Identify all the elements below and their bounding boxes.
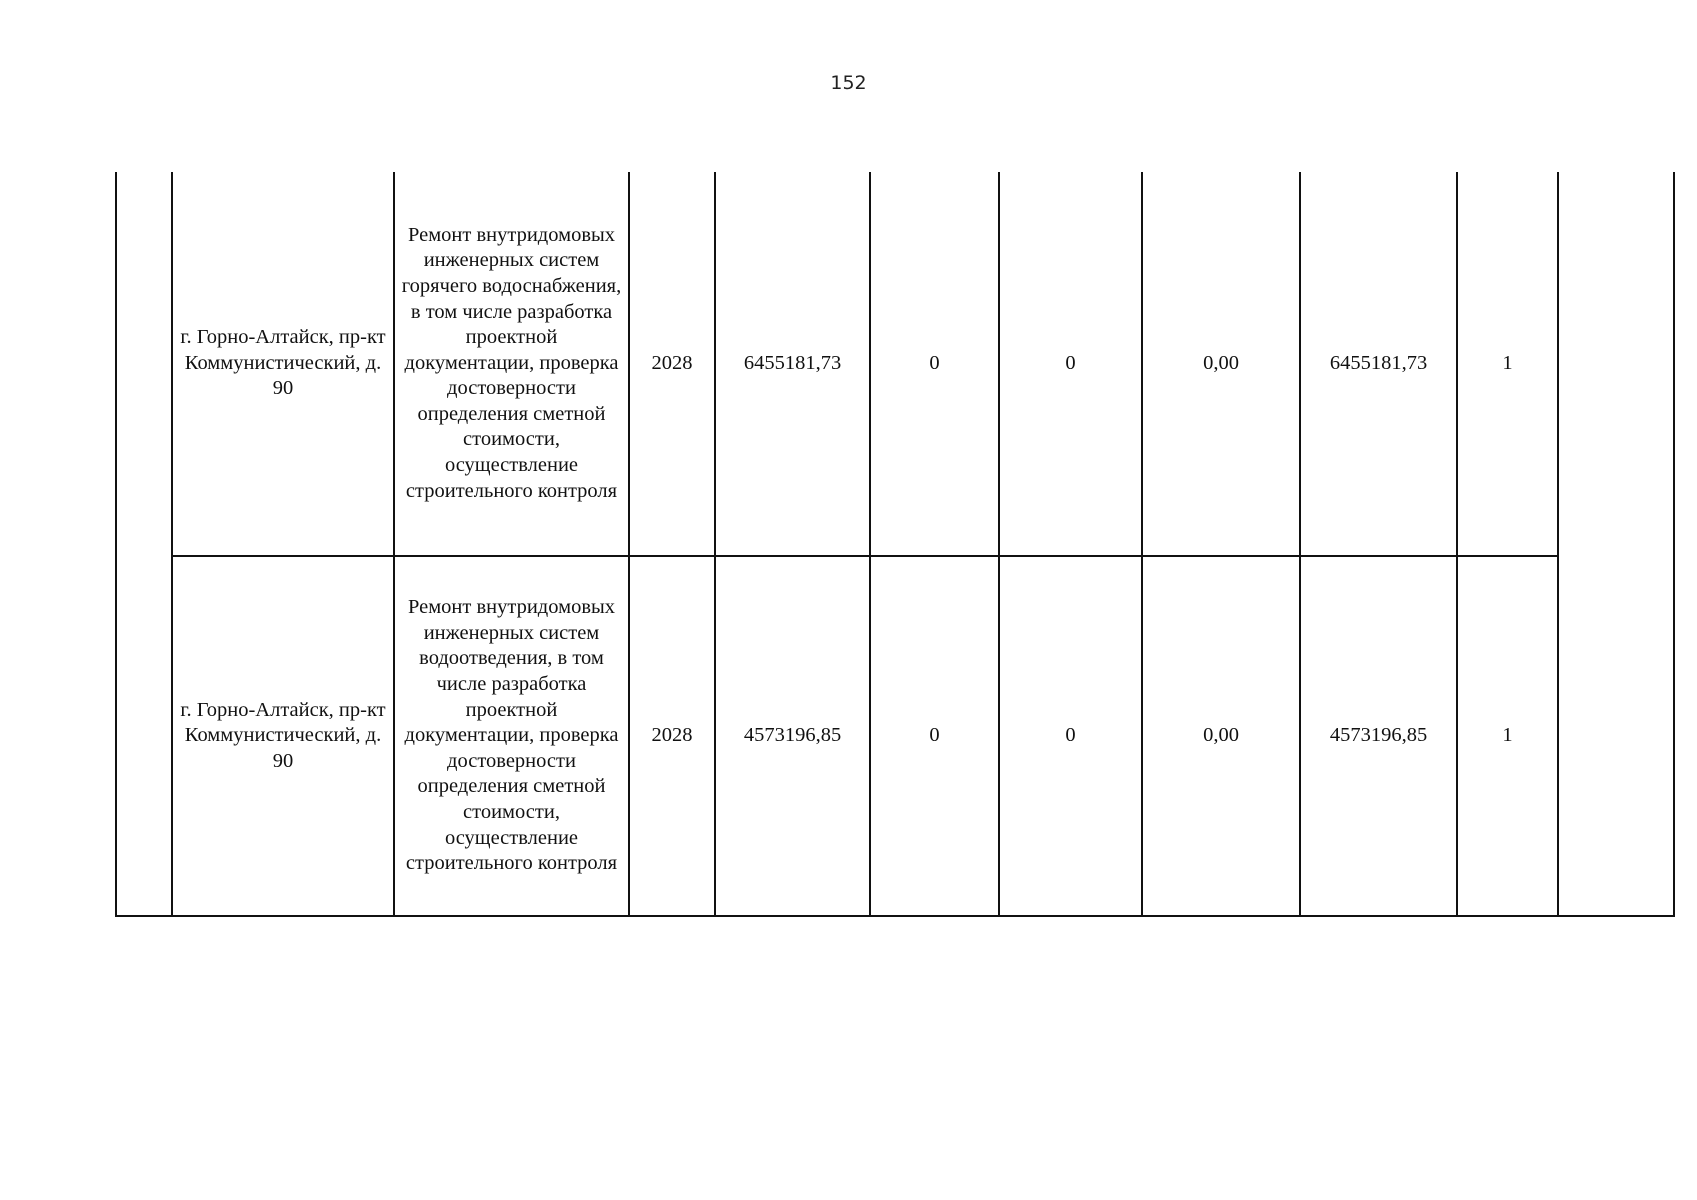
address-cell: г. Горно-Алтайск, пр-кт Коммунистический, д. 90 — [172, 172, 394, 556]
address-cell: г. Горно-Алтайск, пр-кт Коммунистический, д. 90 — [172, 556, 394, 916]
total-cost-cell: 4573196,85 — [715, 556, 870, 916]
page-number: 152 — [830, 72, 867, 94]
fund-3-cell: 0,00 — [1142, 172, 1300, 556]
work-description-cell: Ремонт внутридомовых инженерных систем водоотведения, в том числе разработка проектной документации, проверка достоверности определения сметной стоимости, осуществление строительного контроля — [394, 556, 629, 916]
row-number-cell — [116, 172, 172, 916]
owners-funds-cell: 4573196,85 — [1300, 556, 1457, 916]
year-cell: 2028 — [629, 172, 715, 556]
works-table — [115, 172, 1675, 917]
year-cell: 2028 — [629, 556, 715, 916]
fund-2-cell: 0 — [999, 556, 1142, 916]
count-cell: 1 — [1457, 172, 1558, 556]
total-cost-cell: 6455181,73 — [715, 172, 870, 556]
fund-3-cell: 0,00 — [1142, 556, 1300, 916]
table-row — [116, 556, 1674, 916]
trailing-merged-cell — [1558, 172, 1674, 916]
fund-1-cell: 0 — [870, 556, 999, 916]
works-table-container — [115, 172, 1675, 917]
table-row — [116, 172, 1674, 556]
fund-1-cell: 0 — [870, 172, 999, 556]
work-description-cell: Ремонт внутридомовых инженерных систем горячего водоснабжения, в том числе разработка проектной документации, проверка достоверности определения сметной стоимости, осуществление строительного контроля — [394, 172, 629, 556]
fund-2-cell: 0 — [999, 172, 1142, 556]
count-cell: 1 — [1457, 556, 1558, 916]
owners-funds-cell: 6455181,73 — [1300, 172, 1457, 556]
